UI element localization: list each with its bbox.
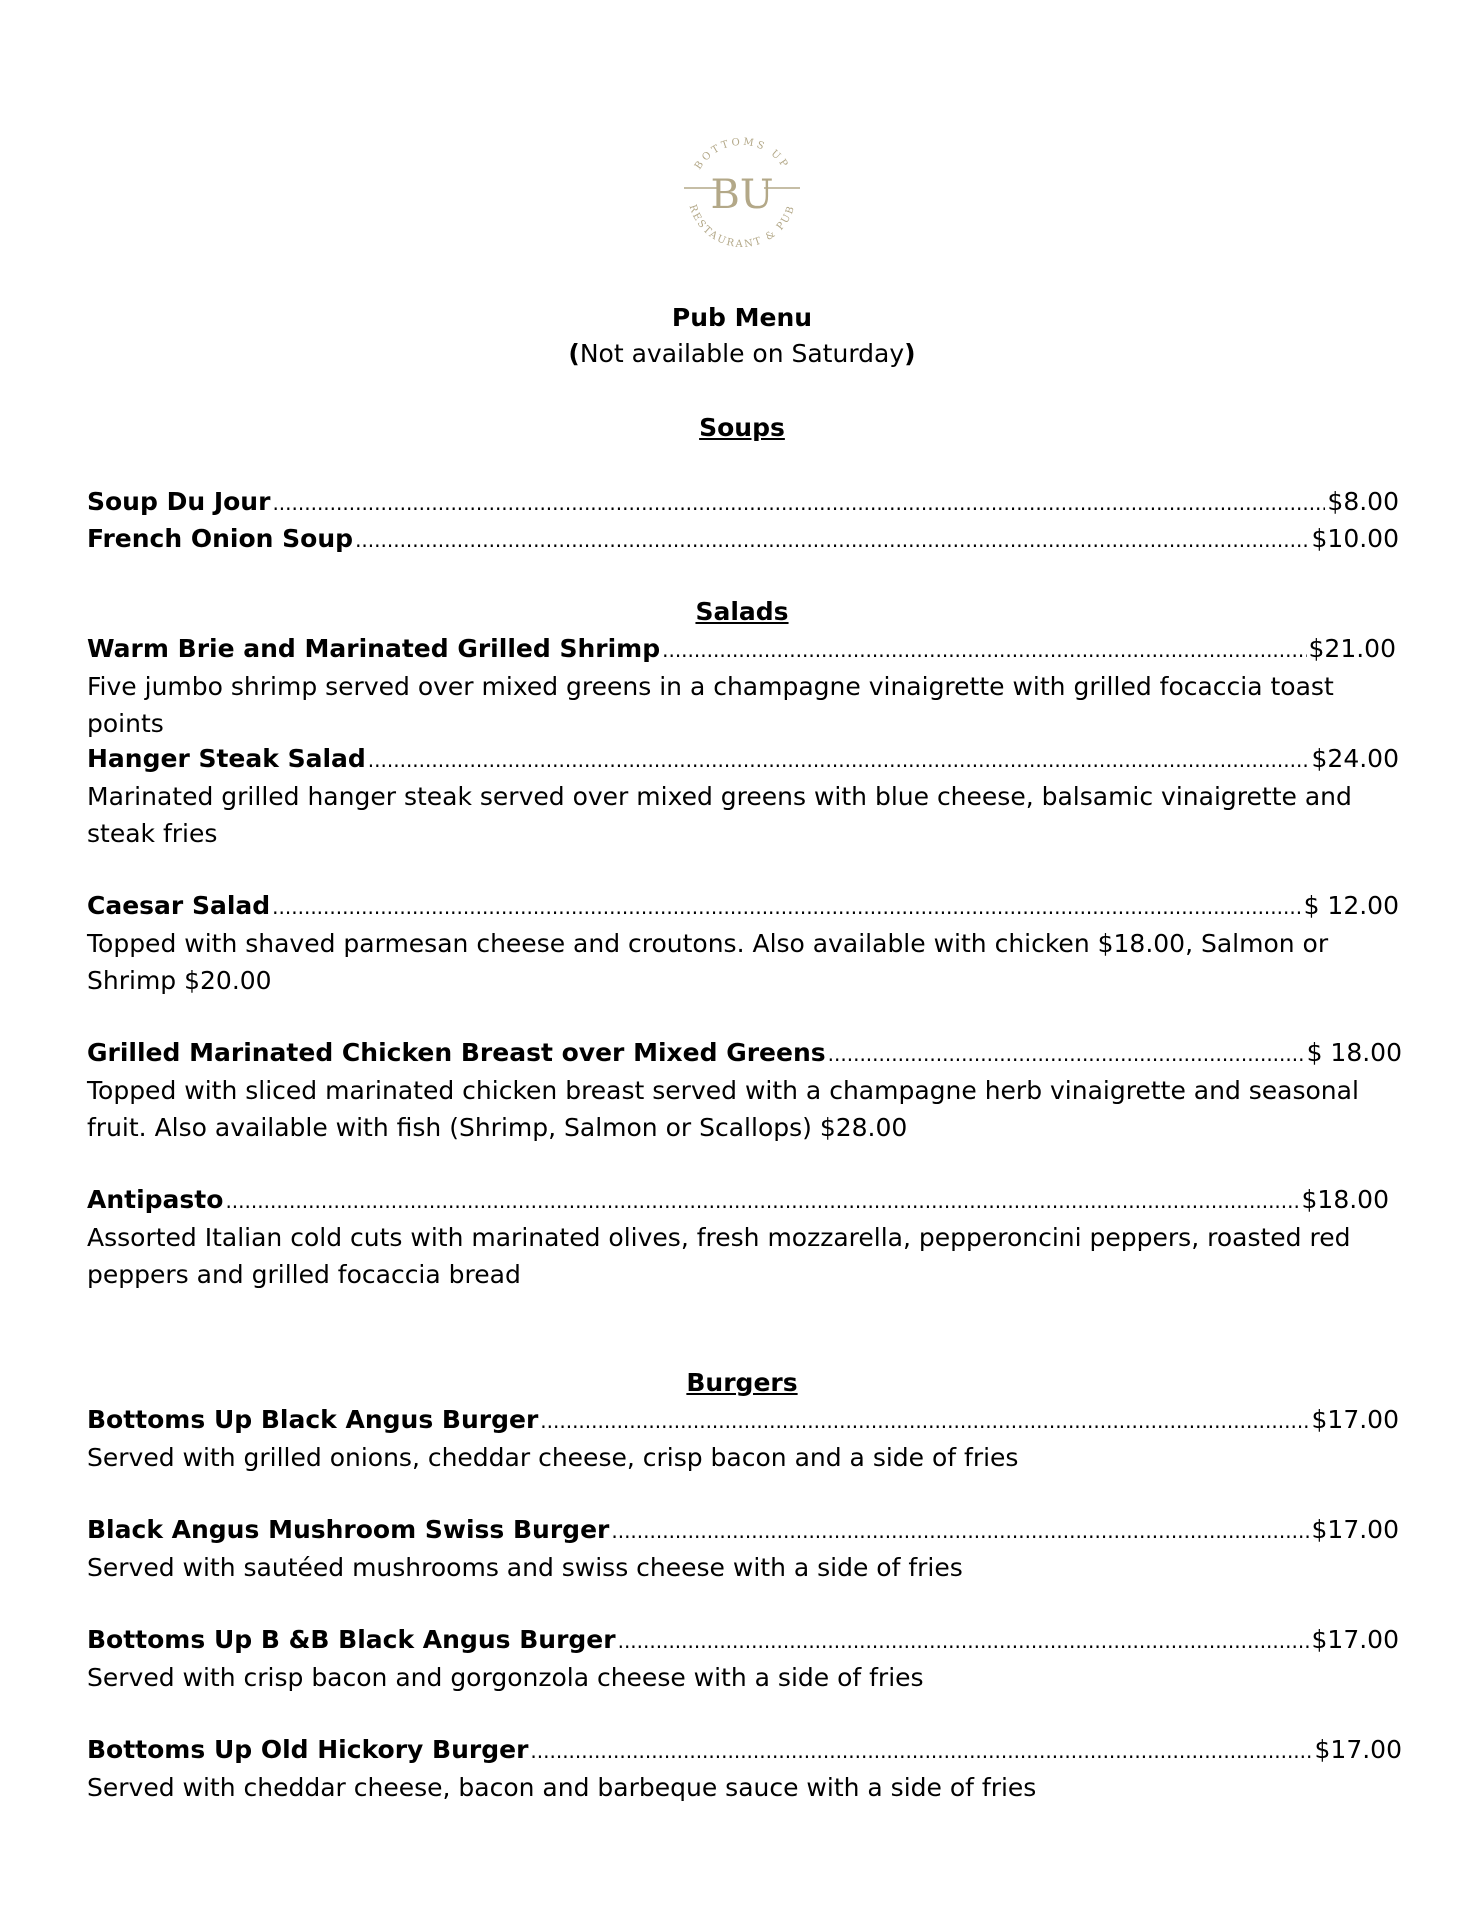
item-description: Five jumbo shrimp served over mixed greens in a champagne vinaigrette with grilled focaccia toast points <box>87 672 1334 738</box>
menu-item-mushroom-swiss-burger <box>87 1514 1399 1546</box>
menu-item-soup-du-jour <box>87 486 1399 518</box>
item-price: $17.00 <box>1311 1625 1399 1654</box>
item-description: Marinated grilled hanger steak served over mixed greens with blue cheese, balsamic vinaigrette and steak fries <box>87 782 1352 848</box>
item-description: Topped with shaved parmesan cheese and croutons. Also available with chicken $18.00, Salmon or Shrimp $20.00 <box>87 929 1329 995</box>
page-title: Pub Menu <box>671 303 813 332</box>
leader-dots <box>662 634 1306 666</box>
item-name: French Onion Soup <box>87 524 354 553</box>
svg-text:BOTTOMS UP: BOTTOMS UP <box>692 136 792 172</box>
leader-dots <box>225 1185 1299 1217</box>
item-name: Warm Brie and Marinated Grilled Shrimp <box>87 634 661 663</box>
section-heading-salads: Salads <box>695 597 789 626</box>
item-name: Hanger Steak Salad <box>87 744 366 773</box>
item-name: Soup Du Jour <box>87 487 271 516</box>
item-description: Served with cheddar cheese, bacon and barbeque sauce with a side of fries <box>87 1773 1037 1802</box>
item-name: Grilled Marinated Chicken Breast over Mixed Greens <box>87 1038 826 1067</box>
leader-dots <box>611 1515 1309 1547</box>
item-price: $17.00 <box>1314 1735 1402 1764</box>
item-name: Caesar Salad <box>87 891 271 920</box>
menu-item-caesar-salad <box>87 890 1399 922</box>
item-description: Served with sautéed mushrooms and swiss cheese with a side of fries <box>87 1553 963 1582</box>
item-price: $10.00 <box>1311 524 1399 553</box>
item-price: $8.00 <box>1327 487 1399 516</box>
leader-dots <box>272 487 1325 519</box>
item-price: $17.00 <box>1311 1515 1399 1544</box>
menu-item-grilled-chicken-greens <box>87 1037 1402 1069</box>
item-name: Black Angus Mushroom Swiss Burger <box>87 1515 610 1544</box>
item-name: Bottoms Up B &B Black Angus Burger <box>87 1625 616 1654</box>
leader-dots <box>618 1625 1310 1657</box>
item-price: $21.00 <box>1308 634 1396 663</box>
logo-seal-icon <box>680 126 804 260</box>
item-name: Bottoms Up Old Hickory Burger <box>87 1735 529 1764</box>
item-name: Bottoms Up Black Angus Burger <box>87 1405 539 1434</box>
svg-text:BU: BU <box>710 172 774 218</box>
leader-dots <box>272 891 1301 923</box>
menu-item-warm-brie-shrimp <box>87 633 1396 665</box>
menu-item-antipasto <box>87 1184 1389 1216</box>
leader-dots <box>368 744 1310 776</box>
item-name: Antipasto <box>87 1185 224 1214</box>
item-price: $18.00 <box>1301 1185 1389 1214</box>
item-price: $24.00 <box>1311 744 1399 773</box>
item-price: $17.00 <box>1311 1405 1399 1434</box>
leader-dots <box>828 1038 1305 1070</box>
page-subtitle <box>0 338 1484 370</box>
leader-dots <box>540 1405 1309 1437</box>
svg-text:RESTAURANT & PUB: RESTAURANT & PUB <box>686 203 798 251</box>
item-description: Served with grilled onions, cheddar cheese, crisp bacon and a side of fries <box>87 1443 1019 1472</box>
subtitle-close-paren: ) <box>904 339 916 368</box>
menu-item-old-hickory-burger <box>87 1734 1402 1766</box>
item-price: $ 12.00 <box>1303 891 1399 920</box>
menu-item-bb-black-angus-burger <box>87 1624 1399 1656</box>
section-heading-burgers: Burgers <box>686 1368 798 1397</box>
item-price: $ 18.00 <box>1306 1038 1402 1067</box>
leader-dots <box>355 524 1309 556</box>
item-description: Assorted Italian cold cuts with marinated olives, fresh mozzarella, pepperoncini peppers, roasted red peppers and grilled focaccia bread <box>87 1223 1351 1289</box>
menu-item-black-angus-burger <box>87 1404 1399 1436</box>
item-description: Served with crisp bacon and gorgonzola cheese with a side of fries <box>87 1663 924 1692</box>
leader-dots <box>530 1735 1312 1767</box>
restaurant-logo <box>680 126 804 260</box>
menu-item-french-onion-soup <box>87 523 1399 555</box>
subtitle-text: Not available on Saturday <box>579 339 905 368</box>
item-description: Topped with sliced marinated chicken breast served with a champagne herb vinaigrette and seasonal fruit. Also available with fish (Shrimp, Salmon or Scallops) $28.00 <box>87 1076 1359 1142</box>
section-heading-soups: Soups <box>699 413 785 442</box>
menu-item-hanger-steak-salad <box>87 743 1399 775</box>
subtitle-open-paren: ( <box>568 339 580 368</box>
